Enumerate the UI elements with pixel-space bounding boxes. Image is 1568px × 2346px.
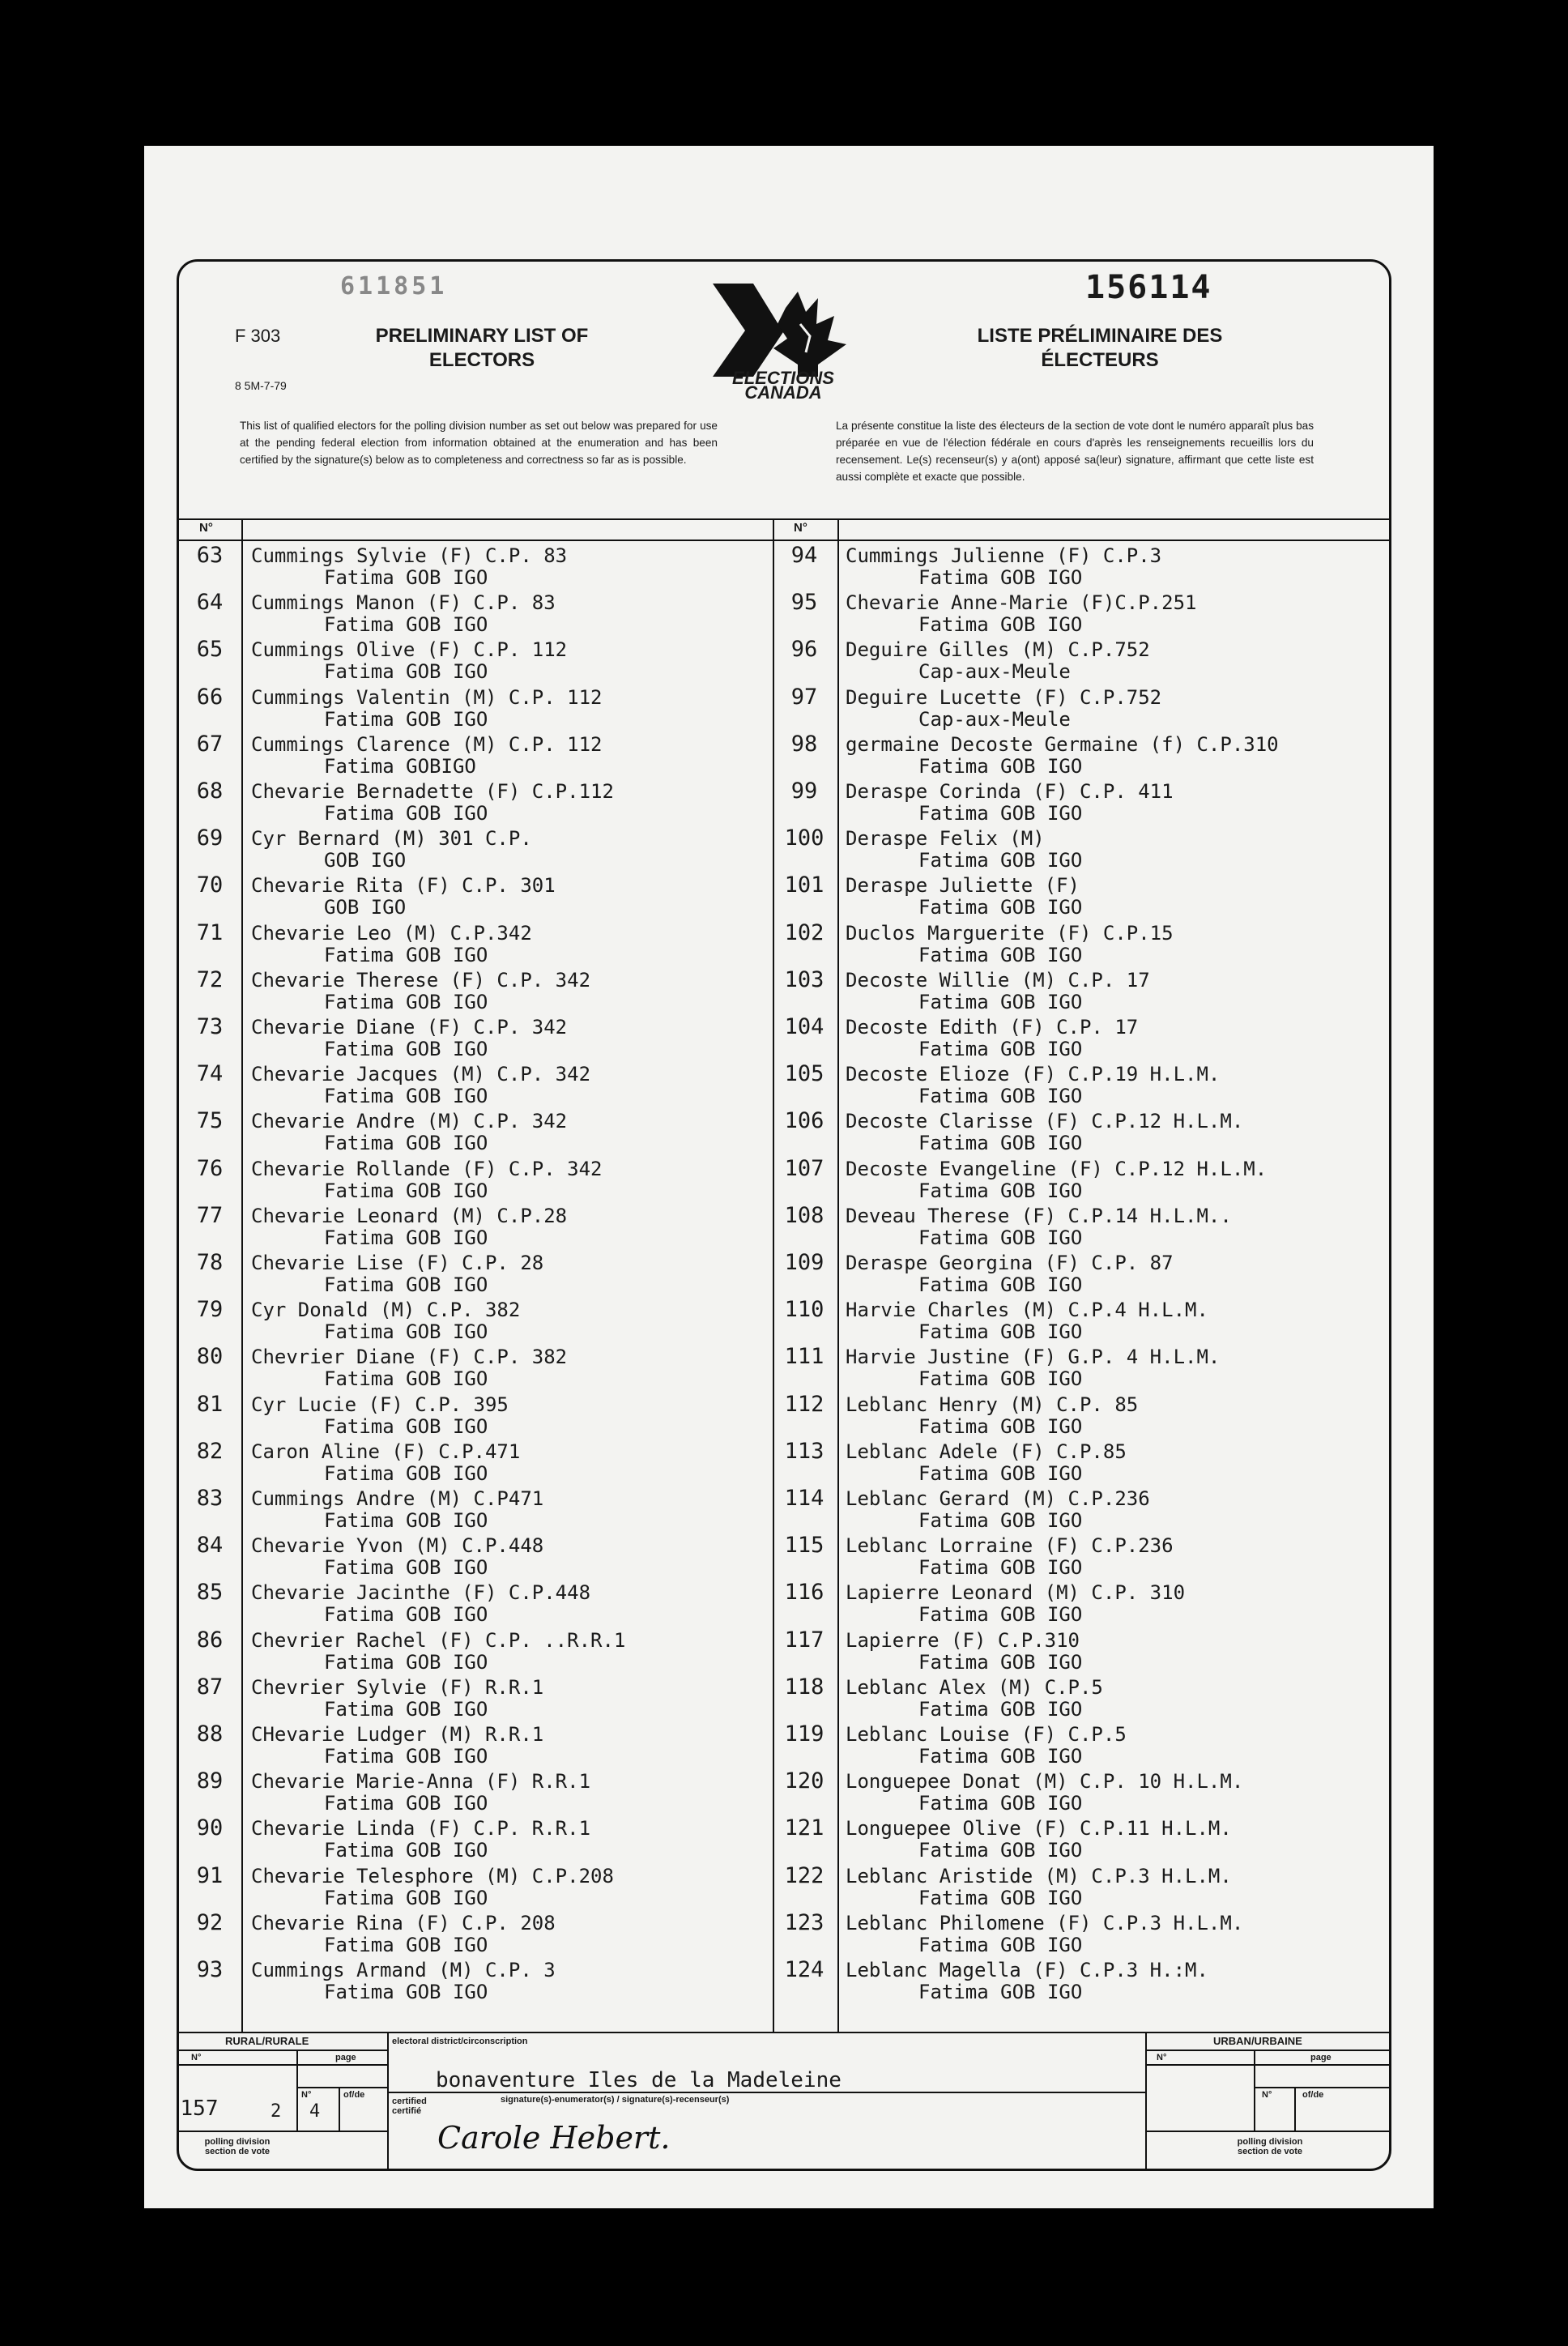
left-elector-address: Fatima GOB IGO bbox=[324, 1367, 488, 1391]
left-elector-address: Fatima GOB IGO bbox=[324, 1414, 488, 1438]
right-elector-address: Fatima GOB IGO bbox=[918, 1367, 1083, 1391]
left-elector-number: 93 bbox=[196, 1957, 224, 1982]
left-elector-name: Chevrier Rachel (F) C.P. ..R.R.1 bbox=[251, 1628, 626, 1652]
right-elector-address: Fatima GOB IGO bbox=[918, 943, 1083, 966]
left-elector-number: 71 bbox=[196, 919, 224, 945]
right-elector-name: Decoste Clarisse (F) C.P.12 H.L.M. bbox=[846, 1110, 1244, 1133]
rural-page-no-label: N° bbox=[301, 2090, 312, 2100]
left-elector-name: Chevarie Rollande (F) C.P. 342 bbox=[251, 1157, 603, 1180]
left-elector-address: Fatima GOB IGO bbox=[324, 1839, 488, 1862]
footer-page-rule-urban bbox=[1254, 2087, 1391, 2088]
footer-page-rule bbox=[296, 2087, 387, 2088]
right-elector-number: 94 bbox=[790, 543, 818, 568]
right-elector-number: 105 bbox=[784, 1061, 824, 1087]
left-elector-name: Cyr Bernard (M) 301 C.P. bbox=[251, 827, 532, 851]
left-elector-number: 64 bbox=[196, 590, 224, 616]
left-elector-address: Fatima GOB IGO bbox=[324, 660, 488, 684]
right-elector-name: germaine Decoste Germaine (f) C.P.310 bbox=[846, 732, 1279, 756]
electoral-district-value: bonaventure Iles de la Madeleine bbox=[436, 2068, 842, 2092]
right-elector-address: Fatima GOB IGO bbox=[918, 1320, 1083, 1344]
right-elector-number: 112 bbox=[784, 1391, 824, 1417]
left-elector-name: Chevrier Diane (F) C.P. 382 bbox=[251, 1346, 568, 1369]
left-elector-number: 88 bbox=[196, 1721, 224, 1747]
left-elector-number: 70 bbox=[196, 872, 224, 898]
right-elector-address: Fatima GOB IGO bbox=[918, 1697, 1083, 1721]
left-elector-number: 68 bbox=[196, 778, 224, 804]
left-elector-number: 79 bbox=[196, 1297, 224, 1323]
right-elector-number: 96 bbox=[790, 637, 818, 663]
right-elector-name: Deraspe Corinda (F) C.P. 411 bbox=[846, 780, 1174, 803]
right-elector-number: 109 bbox=[784, 1250, 824, 1275]
intro-english: This list of qualified electors for the polling division number as set out below was prepared for use at the pending federal election from information obtained at the enumeration and has been certified by the signature(s) below as to completeness and correctness so far as is possible. bbox=[240, 420, 718, 466]
left-elector-name: Chevarie Bernadette (F) C.P.112 bbox=[251, 780, 614, 803]
certified-label bbox=[392, 2096, 427, 2116]
right-elector-name: Deveau Therese (F) C.P.14 H.L.M.. bbox=[846, 1204, 1232, 1227]
left-elector-number: 86 bbox=[196, 1627, 224, 1653]
right-elector-number: 118 bbox=[784, 1674, 824, 1700]
right-elector-address: Fatima GOB IGO bbox=[918, 802, 1083, 825]
left-elector-name: Cyr Donald (M) C.P. 382 bbox=[251, 1299, 521, 1322]
signature-caption: signature(s)-enumerator(s) / signature(s)-recenseur(s) bbox=[501, 2095, 730, 2105]
right-elector-address: Fatima GOB IGO bbox=[918, 849, 1083, 872]
right-elector-name: Deraspe Felix (M) bbox=[846, 827, 1045, 851]
right-elector-name: Lapierre (F) C.P.310 bbox=[846, 1628, 1080, 1652]
right-elector-address: Fatima GOB IGO bbox=[918, 613, 1083, 637]
right-elector-name: Decoste Willie (M) C.P. 17 bbox=[846, 968, 1150, 992]
footer-no-divider-urban bbox=[1254, 2050, 1255, 2131]
left-elector-name: Cummings Andre (M) C.P471 bbox=[251, 1487, 544, 1510]
rural-of-label: of/de bbox=[343, 2090, 365, 2100]
left-elector-name: Chevarie Rina (F) C.P. 208 bbox=[251, 1911, 556, 1934]
left-elector-name: Chevarie Diane (F) C.P. 342 bbox=[251, 1016, 568, 1039]
right-elector-name: Leblanc Gerard (M) C.P.236 bbox=[846, 1487, 1150, 1510]
document-sheet bbox=[144, 146, 1434, 2208]
intro-french: La présente constitue la liste des électeurs de la section de vote dont le numéro apparaît plus bas préparée en vue de l'élection fédérale en cours d'après les renseignements recueillis lors du recensement. Le(s) recenseur(s) y a(ont) apposé sa(leur) signature, affirmant que cette liste est aussi complète et exacte que possible. bbox=[836, 420, 1314, 483]
left-elector-name: Cummings Sylvie (F) C.P. 83 bbox=[251, 544, 568, 567]
right-elector-number: 102 bbox=[784, 919, 824, 945]
left-elector-name: Chevarie Jacinthe (F) C.P.448 bbox=[251, 1581, 591, 1605]
left-elector-number: 78 bbox=[196, 1250, 224, 1275]
right-elector-address: Fatima GOB IGO bbox=[918, 1179, 1083, 1202]
right-elector-address: Fatima GOB IGO bbox=[918, 1509, 1083, 1532]
right-elector-address: Fatima GOB IGO bbox=[918, 1226, 1083, 1249]
right-elector-number: 120 bbox=[784, 1768, 824, 1794]
left-elector-name: Cummings Manon (F) C.P. 83 bbox=[251, 591, 556, 615]
left-elector-address: Fatima GOBIGO bbox=[324, 754, 476, 778]
footer-page-divider bbox=[339, 2087, 340, 2131]
left-elector-address: Fatima GOB IGO bbox=[324, 1745, 488, 1768]
left-elector-number: 77 bbox=[196, 1202, 224, 1228]
footer-subheader-rule-urban bbox=[1145, 2064, 1391, 2066]
left-elector-address: Fatima GOB IGO bbox=[324, 1273, 488, 1296]
footer-no-divider bbox=[296, 2050, 298, 2131]
left-elector-number: 83 bbox=[196, 1486, 224, 1511]
right-elector-name: Leblanc Alex (M) C.P.5 bbox=[846, 1675, 1103, 1699]
page-total-value: 4 bbox=[309, 2101, 321, 2122]
left-elector-address: Fatima GOB IGO bbox=[324, 1556, 488, 1580]
column-header-no-right: N° bbox=[794, 521, 807, 535]
footer-subheader-rule bbox=[177, 2064, 387, 2066]
right-elector-name: Leblanc Adele (F) C.P.85 bbox=[846, 1440, 1127, 1463]
left-elector-name: Cummings Valentin (M) C.P. 112 bbox=[251, 685, 603, 709]
left-elector-address: Fatima GOB IGO bbox=[324, 1461, 488, 1485]
right-elector-number: 97 bbox=[790, 684, 818, 710]
left-elector-address: Fatima GOB IGO bbox=[324, 566, 488, 589]
column-header-no-left: N° bbox=[199, 521, 213, 535]
elections-canada-logo bbox=[697, 275, 870, 405]
left-elector-name: CHevarie Ludger (M) R.R.1 bbox=[251, 1723, 544, 1746]
right-elector-name: Longuepee Olive (F) C.P.11 H.L.M. bbox=[846, 1817, 1232, 1841]
right-elector-address: Fatima GOB IGO bbox=[918, 1603, 1083, 1627]
left-elector-number: 69 bbox=[196, 825, 224, 851]
right-elector-number: 114 bbox=[784, 1486, 824, 1511]
polling-division-number: 157 bbox=[180, 2096, 219, 2121]
left-elector-name: Chevarie Andre (M) C.P. 342 bbox=[251, 1110, 568, 1133]
left-elector-address: Fatima GOB IGO bbox=[324, 1650, 488, 1674]
urban-of-label: of/de bbox=[1302, 2090, 1324, 2100]
right-elector-address: Fatima GOB IGO bbox=[918, 1650, 1083, 1674]
rural-page-label: page bbox=[335, 2053, 356, 2062]
right-elector-address: Fatima GOB IGO bbox=[918, 1038, 1083, 1060]
left-elector-address: Fatima GOB IGO bbox=[324, 1697, 488, 1721]
right-elector-name: Harvie Charles (M) C.P.4 H.L.M. bbox=[846, 1299, 1208, 1322]
right-elector-address: Fatima GOB IGO bbox=[918, 1556, 1083, 1580]
right-elector-name: Duclos Marguerite (F) C.P.15 bbox=[846, 921, 1174, 945]
list-header-top-rule bbox=[177, 518, 1391, 520]
left-elector-address: Fatima GOB IGO bbox=[324, 802, 488, 825]
right-elector-name: Leblanc Henry (M) C.P. 85 bbox=[846, 1393, 1139, 1416]
certified-label-en: certified bbox=[392, 2096, 427, 2106]
page-number-value: 2 bbox=[271, 2101, 282, 2122]
title-english-line2: ELECTORS bbox=[428, 349, 535, 371]
left-elector-number: 76 bbox=[196, 1155, 224, 1181]
right-elector-number: 124 bbox=[784, 1957, 824, 1982]
signature-image bbox=[431, 2113, 706, 2161]
right-elector-address: Fatima GOB IGO bbox=[918, 1981, 1083, 2003]
footer-urban-divider bbox=[1145, 2032, 1147, 2171]
right-elector-address: Fatima GOB IGO bbox=[918, 566, 1083, 589]
title-french bbox=[922, 324, 1278, 373]
left-elector-address: Fatima GOB IGO bbox=[324, 613, 488, 637]
left-elector-number: 73 bbox=[196, 1014, 224, 1039]
title-english-line1: PRELIMINARY LIST OF bbox=[375, 325, 589, 347]
right-elector-name: Leblanc Philomene (F) C.P.3 H.L.M. bbox=[846, 1911, 1244, 1934]
urban-polling-line1: polling division bbox=[1237, 2137, 1303, 2147]
right-elector-number: 106 bbox=[784, 1108, 824, 1134]
right-elector-address: Fatima GOB IGO bbox=[918, 754, 1083, 778]
footer-page-divider-urban bbox=[1294, 2087, 1296, 2131]
right-elector-address: Fatima GOB IGO bbox=[918, 896, 1083, 919]
form-code: F 303 bbox=[235, 326, 281, 346]
left-elector-address: GOB IGO bbox=[324, 896, 407, 919]
footer-caption-rule bbox=[177, 2131, 387, 2132]
svg-text:Carole Hebert.: Carole Hebert. bbox=[437, 2120, 671, 2156]
right-elector-number: 100 bbox=[784, 825, 824, 851]
enumerator-signature bbox=[431, 2113, 706, 2161]
left-elector-address: Fatima GOB IGO bbox=[324, 1038, 488, 1060]
right-elector-address: Cap-aux-Meule bbox=[918, 707, 1071, 731]
left-elector-number: 92 bbox=[196, 1909, 224, 1935]
rural-polling-division-label bbox=[193, 2137, 282, 2156]
right-elector-name: Decoste Evangeline (F) C.P.12 H.L.M. bbox=[846, 1157, 1268, 1180]
district-label: electoral district/circonscription bbox=[392, 2037, 528, 2046]
left-elector-number: 72 bbox=[196, 966, 224, 992]
left-elector-number: 87 bbox=[196, 1674, 224, 1700]
right-elector-number: 108 bbox=[784, 1202, 824, 1228]
certified-label-fr: certifié bbox=[392, 2106, 422, 2116]
logo-text-line1: ELECTIONS bbox=[732, 368, 834, 388]
rural-no-label: N° bbox=[191, 2053, 202, 2062]
right-elector-name: Deguire Gilles (M) C.P.752 bbox=[846, 638, 1150, 662]
left-elector-number: 84 bbox=[196, 1533, 224, 1559]
urban-polling-division-label bbox=[1221, 2137, 1319, 2156]
right-elector-address: Fatima GOB IGO bbox=[918, 1792, 1083, 1815]
rural-polling-line2: section de vote bbox=[204, 2147, 271, 2156]
right-elector-address: Fatima GOB IGO bbox=[918, 1085, 1083, 1108]
right-elector-address: Fatima GOB IGO bbox=[918, 990, 1083, 1013]
right-elector-name: Cummings Julienne (F) C.P.3 bbox=[846, 544, 1162, 567]
right-elector-number: 111 bbox=[784, 1344, 824, 1370]
left-elector-name: Chevarie Rita (F) C.P. 301 bbox=[251, 874, 556, 898]
title-french-line1: LISTE PRÉLIMINAIRE DES bbox=[977, 325, 1223, 347]
right-elector-number: 98 bbox=[790, 731, 818, 757]
right-elector-name: Deraspe Juliette (F) bbox=[846, 874, 1080, 898]
right-elector-address: Fatima GOB IGO bbox=[918, 1461, 1083, 1485]
right-elector-address: Fatima GOB IGO bbox=[918, 1273, 1083, 1296]
right-elector-number: 119 bbox=[784, 1721, 824, 1747]
right-elector-number: 117 bbox=[784, 1627, 824, 1653]
footer-rural-divider bbox=[387, 2032, 389, 2171]
serial-number: 156114 bbox=[1085, 269, 1212, 306]
right-elector-name: Leblanc Aristide (M) C.P.3 H.L.M. bbox=[846, 1864, 1232, 1887]
left-elector-number: 85 bbox=[196, 1580, 224, 1606]
stamped-number: 611851 bbox=[340, 272, 448, 301]
left-elector-address: Fatima GOB IGO bbox=[324, 1320, 488, 1344]
left-elector-address: Fatima GOB IGO bbox=[324, 1933, 488, 1956]
right-elector-number: 123 bbox=[784, 1909, 824, 1935]
right-elector-name: Harvie Justine (F) G.P. 4 H.L.M. bbox=[846, 1346, 1221, 1369]
right-elector-number: 99 bbox=[790, 778, 818, 804]
right-elector-address: Fatima GOB IGO bbox=[918, 1745, 1083, 1768]
title-english bbox=[348, 324, 616, 373]
right-elector-name: Chevarie Anne-Marie (F)C.P.251 bbox=[846, 591, 1197, 615]
left-elector-name: Chevarie Linda (F) C.P. R.R.1 bbox=[251, 1817, 591, 1841]
right-elector-name: Leblanc Magella (F) C.P.3 H.:M. bbox=[846, 1959, 1208, 1981]
left-elector-number: 90 bbox=[196, 1815, 224, 1841]
left-elector-name: Chevarie Therese (F) C.P. 342 bbox=[251, 968, 591, 992]
left-elector-address: Fatima GOB IGO bbox=[324, 1132, 488, 1155]
left-elector-name: Cummings Armand (M) C.P. 3 bbox=[251, 1959, 556, 1981]
left-elector-address: Fatima GOB IGO bbox=[324, 990, 488, 1013]
left-elector-number: 82 bbox=[196, 1438, 224, 1464]
right-elector-name: Leblanc Lorraine (F) C.P.236 bbox=[846, 1534, 1174, 1558]
footer-header-rule bbox=[177, 2050, 387, 2051]
right-elector-number: 115 bbox=[784, 1533, 824, 1559]
left-elector-name: Chevarie Marie-Anna (F) R.R.1 bbox=[251, 1770, 591, 1794]
footer-top-rule bbox=[177, 2032, 1391, 2033]
left-elector-address: Fatima GOB IGO bbox=[324, 1792, 488, 1815]
right-elector-number: 116 bbox=[784, 1580, 824, 1606]
left-elector-number: 66 bbox=[196, 684, 224, 710]
left-elector-address: Fatima GOB IGO bbox=[324, 1179, 488, 1202]
left-elector-address: GOB IGO bbox=[324, 849, 407, 872]
left-elector-name: Chevarie Leonard (M) C.P.28 bbox=[251, 1204, 568, 1227]
right-elector-address: Fatima GOB IGO bbox=[918, 1933, 1083, 1956]
left-elector-address: Fatima GOB IGO bbox=[324, 1226, 488, 1249]
right-elector-address: Cap-aux-Meule bbox=[918, 660, 1071, 684]
left-elector-address: Fatima GOB IGO bbox=[324, 707, 488, 731]
right-elector-name: Deguire Lucette (F) C.P.752 bbox=[846, 685, 1162, 709]
left-elector-address: Fatima GOB IGO bbox=[324, 943, 488, 966]
left-elector-name: Caron Aline (F) C.P.471 bbox=[251, 1440, 521, 1463]
left-elector-name: Chevarie Telesphore (M) C.P.208 bbox=[251, 1864, 614, 1887]
left-elector-number: 75 bbox=[196, 1108, 224, 1134]
urban-no-label: N° bbox=[1157, 2053, 1167, 2062]
right-elector-number: 113 bbox=[784, 1438, 824, 1464]
right-elector-name: Decoste Elioze (F) C.P.19 H.L.M. bbox=[846, 1063, 1221, 1086]
list-header-bottom-rule bbox=[177, 540, 1391, 541]
urban-page-label: page bbox=[1310, 2053, 1332, 2062]
right-elector-number: 122 bbox=[784, 1862, 824, 1888]
title-french-line2: ÉLECTEURS bbox=[1041, 349, 1159, 371]
right-elector-number: 103 bbox=[784, 966, 824, 992]
left-elector-name: Chevarie Yvon (M) C.P.448 bbox=[251, 1534, 544, 1558]
left-elector-name: Cummings Clarence (M) C.P. 112 bbox=[251, 732, 603, 756]
right-elector-number: 101 bbox=[784, 872, 824, 898]
left-elector-name: Chevarie Jacques (M) C.P. 342 bbox=[251, 1063, 591, 1086]
right-elector-address: Fatima GOB IGO bbox=[918, 1839, 1083, 1862]
right-elector-address: Fatima GOB IGO bbox=[918, 1132, 1083, 1155]
right-elector-name: Deraspe Georgina (F) C.P. 87 bbox=[846, 1252, 1174, 1274]
right-elector-number: 107 bbox=[784, 1155, 824, 1181]
rural-polling-line1: polling division bbox=[204, 2137, 271, 2147]
left-elector-address: Fatima GOB IGO bbox=[324, 1603, 488, 1627]
right-elector-number: 104 bbox=[784, 1014, 824, 1039]
right-elector-address: Fatima GOB IGO bbox=[918, 1886, 1083, 1909]
left-number-column-rule bbox=[241, 518, 243, 2032]
urban-label: URBAN/URBAINE bbox=[1213, 2035, 1302, 2047]
right-elector-number: 121 bbox=[784, 1815, 824, 1841]
urban-polling-line2: section de vote bbox=[1237, 2147, 1303, 2156]
left-elector-name: Cyr Lucie (F) C.P. 395 bbox=[251, 1393, 509, 1416]
right-elector-name: Decoste Edith (F) C.P. 17 bbox=[846, 1016, 1139, 1039]
footer-caption-rule-urban bbox=[1145, 2131, 1391, 2132]
left-elector-number: 91 bbox=[196, 1862, 224, 1888]
left-elector-address: Fatima GOB IGO bbox=[324, 1509, 488, 1532]
left-elector-number: 63 bbox=[196, 543, 224, 568]
urban-page-no-label: N° bbox=[1262, 2090, 1272, 2100]
right-elector-name: Lapierre Leonard (M) C.P. 310 bbox=[846, 1581, 1186, 1605]
left-elector-number: 67 bbox=[196, 731, 224, 757]
right-elector-name: Longuepee Donat (M) C.P. 10 H.L.M. bbox=[846, 1770, 1244, 1794]
right-elector-address: Fatima GOB IGO bbox=[918, 1414, 1083, 1438]
left-elector-name: Chevarie Lise (F) C.P. 28 bbox=[251, 1252, 544, 1274]
right-elector-number: 110 bbox=[784, 1297, 824, 1323]
left-elector-number: 65 bbox=[196, 637, 224, 663]
form-date: 8 5M-7-79 bbox=[235, 379, 287, 392]
rural-label: RURAL/RURALE bbox=[225, 2035, 309, 2047]
left-elector-address: Fatima GOB IGO bbox=[324, 1085, 488, 1108]
left-elector-name: Chevrier Sylvie (F) R.R.1 bbox=[251, 1675, 544, 1699]
footer-header-rule-urban bbox=[1145, 2050, 1391, 2051]
left-elector-number: 80 bbox=[196, 1344, 224, 1370]
left-elector-address: Fatima GOB IGO bbox=[324, 1886, 488, 1909]
middle-column-rule bbox=[773, 518, 774, 2032]
left-elector-number: 89 bbox=[196, 1768, 224, 1794]
right-elector-number: 95 bbox=[790, 590, 818, 616]
left-elector-address: Fatima GOB IGO bbox=[324, 1981, 488, 2003]
left-elector-name: Chevarie Leo (M) C.P.342 bbox=[251, 921, 532, 945]
left-elector-number: 81 bbox=[196, 1391, 224, 1417]
left-elector-name: Cummings Olive (F) C.P. 112 bbox=[251, 638, 568, 662]
right-elector-name: Leblanc Louise (F) C.P.5 bbox=[846, 1723, 1127, 1746]
left-elector-number: 74 bbox=[196, 1061, 224, 1087]
logo-text-line2: CANADA bbox=[744, 382, 822, 403]
right-number-column-rule bbox=[837, 518, 839, 2032]
